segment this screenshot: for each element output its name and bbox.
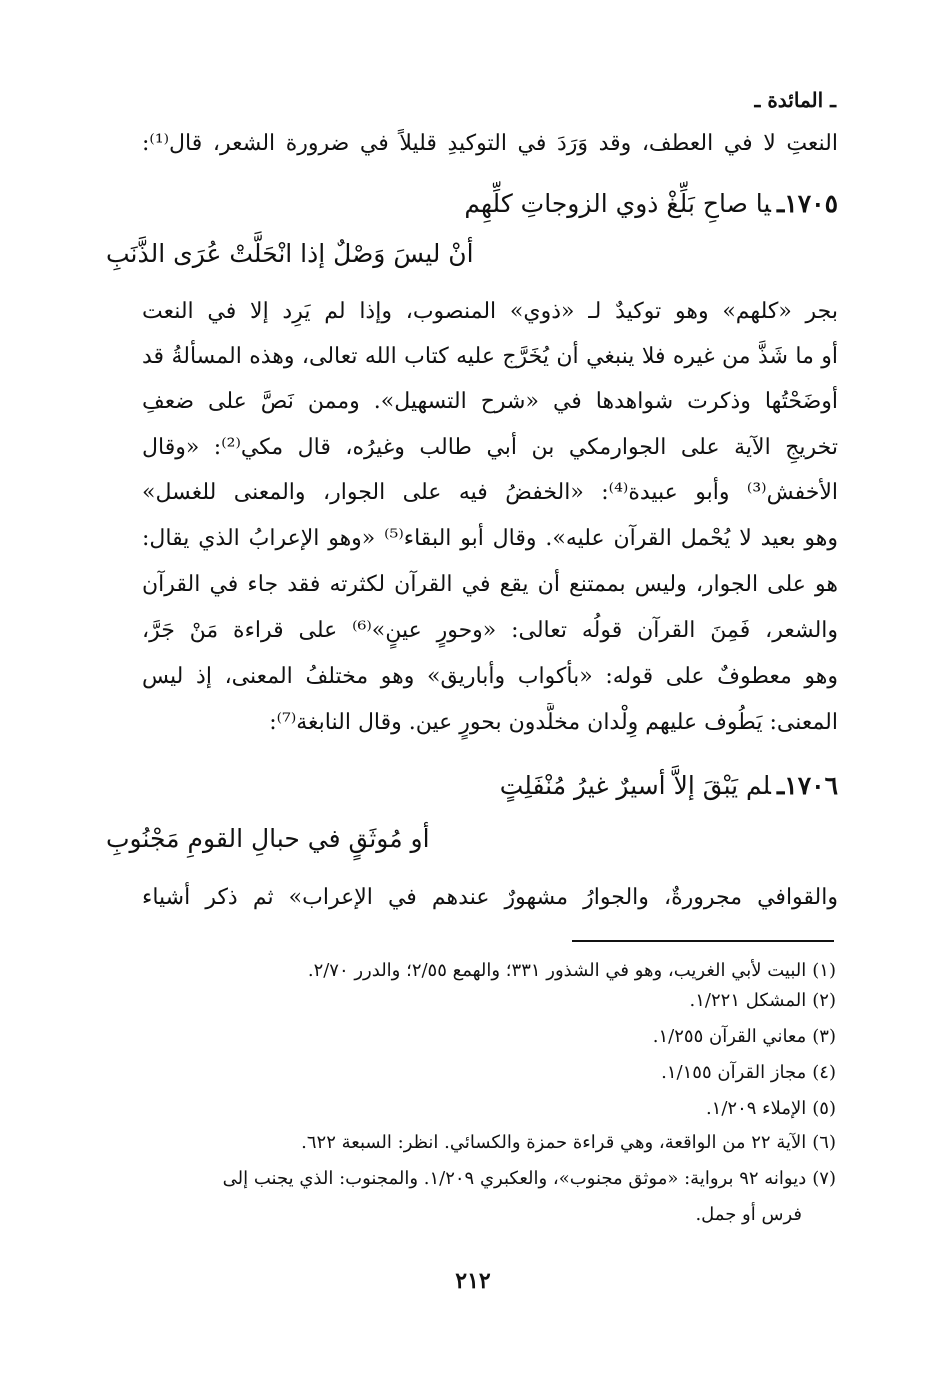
footnote — [308, 956, 836, 986]
footnote-text: الآية ٢٢ من الواقعة، وهي قراءة حمزة والكسائي. انظر: السبعة ٦٢٢. — [301, 1132, 807, 1153]
verse-1-second-hemistich: أنْ ليسَ وَصْلٌ إذا انْحَلَّتْ عُرَى الذَّنَبِ — [106, 239, 474, 268]
footnote-text: المشكل ١/٢٢١. — [689, 990, 807, 1011]
footnote-number: (٧) — [812, 1168, 836, 1189]
footnote-number: (٤) — [812, 1062, 836, 1083]
verse-2-second-hemistich: أو مُوثَقٍ في حبالِ القومِ مَجْنُوبِ — [106, 824, 430, 853]
footnote — [653, 1022, 836, 1052]
footnote — [661, 1058, 836, 1088]
footnote-text: مجاز القرآن ١/١٥٥. — [661, 1062, 807, 1083]
footnote-text: الإملاء ١/٢٠٩. — [705, 1098, 807, 1119]
running-head: ـ المائدة ـ — [754, 88, 836, 112]
verse-2-first-hemistich — [500, 764, 838, 808]
footnote-number: (١) — [812, 960, 836, 981]
body-line: والشعر، فَمِنَ القرآن قولُه تعالى: «وحورٍ عينٍ»⁽⁶⁾ على قراءة مَنْ جَرَّ، — [142, 618, 838, 643]
footnote — [706, 1094, 836, 1124]
footnote-continuation: فرس أو جمل. — [695, 1204, 802, 1225]
body-line: أو ما شَذَّ من غيره فلا ينبغي أن يُخَرَّج عليه كتاب الله تعالى، وهذه المسألةُ قد — [142, 344, 838, 369]
verse-1-first-hemistich — [464, 182, 838, 226]
footnote-number: (٥) — [812, 1098, 836, 1119]
footnote — [301, 1128, 836, 1158]
footnote — [223, 1164, 836, 1194]
hemistich-text: لم يَبْقَ إلاَّ أسيرٌ غيرُ مُنْفَلِتٍ — [499, 771, 771, 800]
footnote — [690, 986, 836, 1016]
body-line: المعنى: يَطُوف عليهم وِلْدان مخلَّدون بحورٍ عين. وقال النابغة⁽⁷⁾: — [269, 710, 838, 735]
body-line: تخريجِ الآية على الجوارمكي بن أبي طالب وغيرُه، قال مكي⁽²⁾: «وقال — [142, 435, 838, 460]
footnote-text: ديوانه ٩٢ برواية: «موثق مجنوب»، والعكبري ١/٢٠٩. والمجنوب: الذي يجنب إلى — [222, 1168, 807, 1189]
hemistich-text: يا صاحِ بَلِّغْ ذوي الزوجاتِ كلِّهِم — [464, 189, 771, 218]
body-line: أوضَحْتُها وذكرت شواهدها في «شرح التسهيل». وممن نَصَّ على ضعفِ — [142, 389, 838, 414]
body-line: وهو بعيد لا يُحْمل القرآن عليه». وقال أبو البقاء⁽⁵⁾ «وهو الإعرابُ الذي يقال: — [142, 526, 838, 551]
body-line: والقوافي مجرورةٌ، والجوارُ مشهورٌ عندهم في الإعراب» ثم ذكر أشياء — [142, 885, 838, 910]
verse-number: ١٧٠٥ـ — [776, 189, 838, 218]
footnote-separator — [572, 940, 834, 942]
page-number: ٢١٢ — [455, 1268, 491, 1294]
footnote-number: (٣) — [812, 1026, 836, 1047]
body-line: بجر «كلهم» وهو توكيدٌ لـ «ذوي» المنصوب، وإذا لم يَرِد إلا في النعت — [142, 299, 838, 324]
verse-number: ١٧٠٦ـ — [776, 771, 838, 800]
footnote-text: معاني القرآن ١/٢٥٥. — [652, 1026, 807, 1047]
footnote-text: البيت لأبي الغريب، وهو في الشذور ٣٣١؛ والهمع ٢/٥٥؛ والدرر ٢/٧٠. — [307, 960, 807, 981]
footnote-number: (٦) — [812, 1132, 836, 1153]
body-line: وهو معطوفٌ على قوله: «بأكواب وأباريق» وهو مختلفُ المعنى، إذ ليس — [142, 664, 838, 689]
body-line: الأخفش⁽³⁾ وأبو عبيدة⁽⁴⁾: «الخفضُ فيه على الجوار، والمعنى للغسل» — [142, 480, 838, 505]
body-line: هو على الجوار، وليس بممتنع أن يقع في القرآن لكثرته فقد جاء في القرآن — [142, 572, 838, 597]
footnote-number: (٢) — [812, 990, 836, 1011]
body-line: النعتِ لا في العطف، وقد وَرَدَ في التوكيدِ قليلاً في ضرورة الشعر، قال⁽¹⁾: — [142, 131, 838, 156]
